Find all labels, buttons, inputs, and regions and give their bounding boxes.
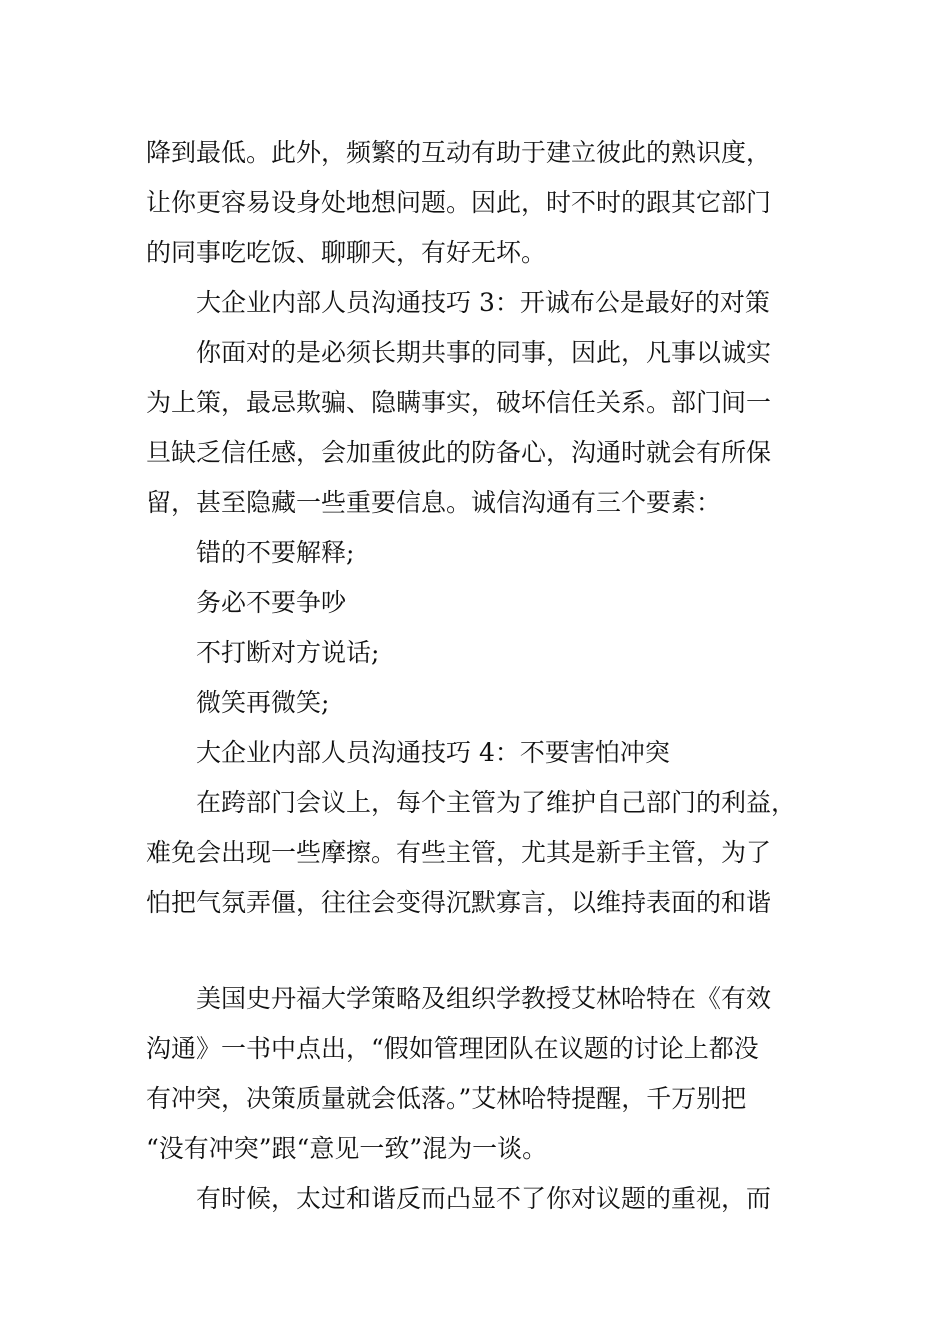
text-line: 大企业内部人员沟通技巧 3：开诚布公是最好的对策 xyxy=(196,288,770,317)
text-line: 微笑再微笑; xyxy=(196,688,330,717)
text-line: 大企业内部人员沟通技巧 4：不要害怕冲突 xyxy=(196,738,670,767)
text-line: 降到最低。此外，频繁的互动有助于建立彼此的熟识度， xyxy=(146,138,772,167)
text-line: 美国史丹福大学策略及组织学教授艾林哈特在《有效 xyxy=(196,984,772,1013)
text-line: 的同事吃吃饭、聊聊天，有好无坏。 xyxy=(146,238,547,267)
text-line: 留，甚至隐藏一些重要信息。诚信沟通有三个要素： xyxy=(146,488,722,517)
text-line: 有冲突，决策质量就会低落。”艾林哈特提醒，千万别把 xyxy=(146,1084,747,1113)
text-line: 难免会出现一些摩擦。有些主管，尤其是新手主管，为了 xyxy=(146,838,772,867)
text-line: 你面对的是必须长期共事的同事，因此，凡事以诚实 xyxy=(196,338,772,367)
text-line: 怕把气氛弄僵，往往会变得沉默寡言，以维持表面的和谐 xyxy=(146,888,772,917)
text-line: 在跨部门会议上，每个主管为了维护自己部门的利益， xyxy=(196,788,797,817)
text-line: “没有冲突”跟“意见一致”混为一谈。 xyxy=(146,1134,548,1163)
text-line: 务必不要争吵 xyxy=(196,588,347,617)
text-block-bottom xyxy=(146,974,816,1224)
text-line: 沟通》一书中点出，“假如管理团队在议题的讨论上都没 xyxy=(146,1034,759,1063)
text-line: 让你更容易设身处地想问题。因此，时不时的跟其它部门 xyxy=(146,188,772,217)
text-line: 有时候，太过和谐反而凸显不了你对议题的重视，而 xyxy=(196,1184,772,1213)
text-line: 错的不要解释; xyxy=(196,538,355,567)
text-line: 旦缺乏信任感，会加重彼此的防备心，沟通时就会有所保 xyxy=(146,438,772,467)
text-line: 为上策，最忌欺骗、隐瞒事实，破坏信任关系。部门间一 xyxy=(146,388,772,417)
text-block-top xyxy=(146,128,816,928)
text-line: 不打断对方说话; xyxy=(196,638,380,667)
